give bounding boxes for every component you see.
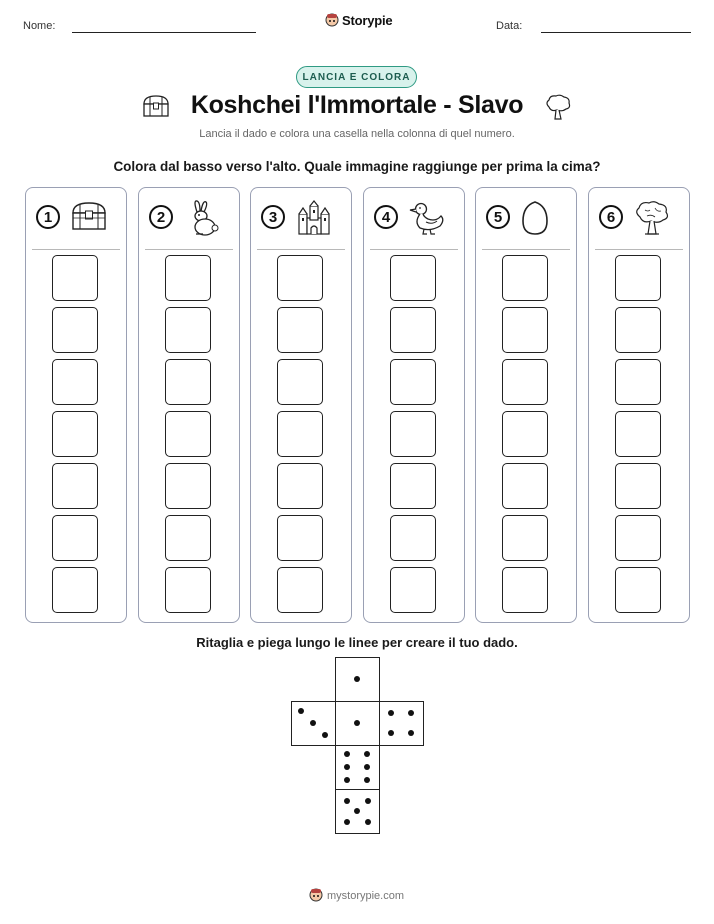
coloring-cell[interactable] bbox=[615, 307, 661, 353]
die-pip bbox=[364, 751, 370, 757]
coloring-cell[interactable] bbox=[390, 307, 436, 353]
footer-url: mystorypie.com bbox=[327, 889, 405, 902]
coloring-cell[interactable] bbox=[165, 463, 211, 509]
die-pip bbox=[354, 720, 360, 726]
column-number: 1 bbox=[36, 205, 60, 229]
die-pip bbox=[365, 798, 371, 804]
die-instruction: Ritaglia e piega lungo le linee per creare il tuo dado. bbox=[196, 635, 518, 650]
die-face-3 bbox=[291, 701, 336, 746]
coloring-cell[interactable] bbox=[502, 515, 548, 561]
coloring-cell[interactable] bbox=[165, 515, 211, 561]
coloring-cell[interactable] bbox=[502, 255, 548, 301]
coloring-cell[interactable] bbox=[390, 255, 436, 301]
die-pip bbox=[298, 708, 304, 714]
die-pip bbox=[344, 777, 350, 783]
activity-badge: LANCIA E COLORA bbox=[296, 66, 417, 88]
coloring-cell[interactable] bbox=[165, 255, 211, 301]
footer bbox=[309, 888, 404, 903]
die-pip bbox=[388, 730, 394, 736]
coloring-cell[interactable] bbox=[277, 567, 323, 613]
die-pip bbox=[388, 710, 394, 716]
coloring-cell[interactable] bbox=[502, 567, 548, 613]
die-face-4 bbox=[379, 701, 424, 746]
column-divider bbox=[482, 249, 570, 250]
coloring-cell[interactable] bbox=[615, 411, 661, 457]
column-number: 5 bbox=[486, 205, 510, 229]
logo-text: Storypie bbox=[342, 13, 393, 28]
coloring-cell[interactable] bbox=[277, 411, 323, 457]
coloring-cell[interactable] bbox=[615, 567, 661, 613]
coloring-cell[interactable] bbox=[502, 463, 548, 509]
die-pip bbox=[408, 730, 414, 736]
castle-icon bbox=[295, 200, 333, 241]
column-divider bbox=[370, 249, 458, 250]
die-face-1 bbox=[335, 701, 380, 746]
die-pip bbox=[364, 764, 370, 770]
column-3 bbox=[250, 187, 352, 623]
column-divider bbox=[257, 249, 345, 250]
coloring-cell[interactable] bbox=[165, 359, 211, 405]
coloring-cell[interactable] bbox=[502, 307, 548, 353]
coloring-cell[interactable] bbox=[165, 411, 211, 457]
die-pip bbox=[365, 819, 371, 825]
die-pip bbox=[344, 819, 350, 825]
coloring-cell[interactable] bbox=[390, 463, 436, 509]
coloring-cell[interactable] bbox=[390, 359, 436, 405]
coloring-cell[interactable] bbox=[615, 255, 661, 301]
column-divider bbox=[595, 249, 683, 250]
storypie-mascot-icon bbox=[325, 13, 339, 28]
page-title: Koshchei l'Immortale - Slavo bbox=[190, 91, 524, 119]
die-pip bbox=[344, 751, 350, 757]
column-number: 3 bbox=[261, 205, 285, 229]
die-pip bbox=[364, 777, 370, 783]
logo bbox=[325, 13, 392, 28]
coloring-cell[interactable] bbox=[390, 567, 436, 613]
coloring-cell[interactable] bbox=[502, 359, 548, 405]
date-label: Data: bbox=[496, 20, 523, 32]
egg-icon bbox=[520, 200, 550, 241]
coloring-cell[interactable] bbox=[52, 359, 98, 405]
column-number: 6 bbox=[599, 205, 623, 229]
coloring-cell[interactable] bbox=[52, 515, 98, 561]
coloring-cell[interactable] bbox=[277, 255, 323, 301]
coloring-instruction: Colora dal basso verso l'alto. Quale immagine raggiunge per prima la cima? bbox=[113, 159, 601, 174]
die-pip bbox=[322, 732, 328, 738]
date-line[interactable] bbox=[541, 32, 691, 33]
column-5 bbox=[475, 187, 577, 623]
coloring-cell[interactable] bbox=[390, 411, 436, 457]
die-pip bbox=[310, 720, 316, 726]
coloring-cell[interactable] bbox=[165, 567, 211, 613]
coloring-cell[interactable] bbox=[165, 307, 211, 353]
coloring-cell[interactable] bbox=[52, 463, 98, 509]
die-face-1 bbox=[335, 657, 380, 702]
oak-tree-icon bbox=[633, 200, 671, 241]
storypie-mascot-icon bbox=[309, 888, 323, 903]
column-number: 4 bbox=[374, 205, 398, 229]
coloring-cell[interactable] bbox=[615, 359, 661, 405]
duck-icon bbox=[408, 200, 446, 241]
page-subtitle: Lancia il dado e colora una casella nella colonna di quel numero. bbox=[199, 128, 515, 140]
column-divider bbox=[145, 249, 233, 250]
column-divider bbox=[32, 249, 120, 250]
column-4 bbox=[363, 187, 465, 623]
die-pip bbox=[408, 710, 414, 716]
coloring-cell[interactable] bbox=[277, 463, 323, 509]
name-label: Nome: bbox=[23, 20, 56, 32]
coloring-cell[interactable] bbox=[502, 411, 548, 457]
column-1 bbox=[25, 187, 127, 623]
die-pip bbox=[344, 764, 350, 770]
name-line[interactable] bbox=[72, 32, 256, 33]
coloring-cell[interactable] bbox=[52, 255, 98, 301]
die-face-6 bbox=[335, 745, 380, 790]
die-pip bbox=[354, 676, 360, 682]
coloring-cell[interactable] bbox=[277, 359, 323, 405]
treasure-chest-icon bbox=[70, 200, 108, 237]
coloring-cell[interactable] bbox=[277, 307, 323, 353]
die-pip bbox=[354, 808, 360, 814]
column-6 bbox=[588, 187, 690, 623]
coloring-cell[interactable] bbox=[52, 411, 98, 457]
die-face-5 bbox=[335, 789, 380, 834]
coloring-cell[interactable] bbox=[52, 307, 98, 353]
oak-tree-icon bbox=[544, 94, 572, 120]
die-pip bbox=[344, 798, 350, 804]
column-2 bbox=[138, 187, 240, 623]
coloring-cell[interactable] bbox=[390, 515, 436, 561]
coloring-cell[interactable] bbox=[615, 463, 661, 509]
coloring-cell[interactable] bbox=[277, 515, 323, 561]
coloring-cell[interactable] bbox=[615, 515, 661, 561]
rabbit-icon bbox=[183, 200, 221, 241]
coloring-cell[interactable] bbox=[52, 567, 98, 613]
column-number: 2 bbox=[149, 205, 173, 229]
